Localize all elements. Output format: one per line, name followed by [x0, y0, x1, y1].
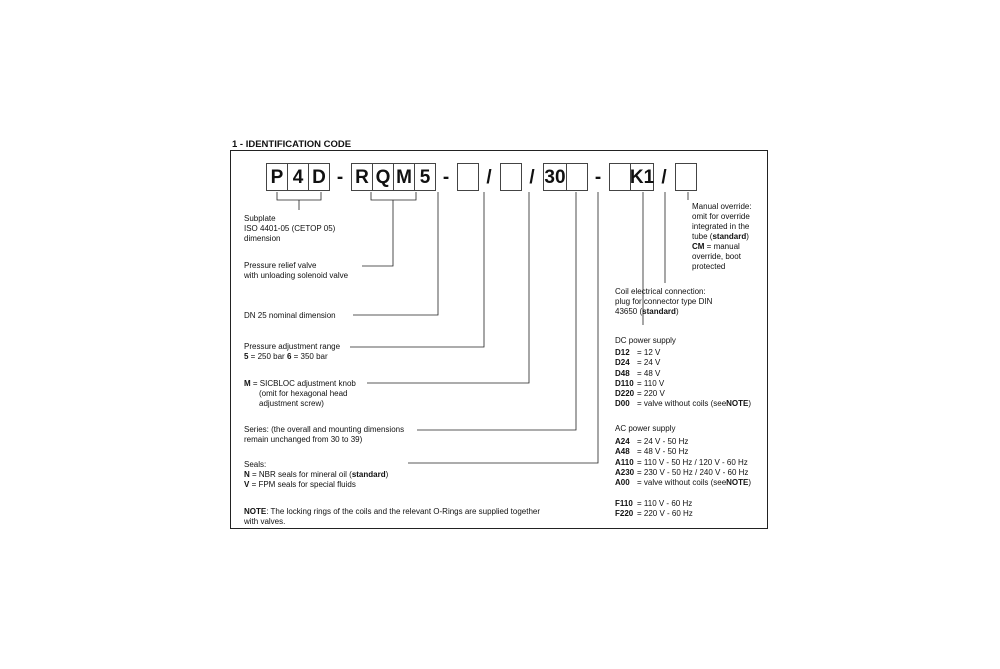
code-box: M [393, 163, 415, 191]
code-box: K1 [630, 163, 654, 191]
leader-pressure [350, 192, 484, 347]
leader-knob [367, 192, 529, 383]
code-separator: / [529, 166, 535, 188]
code-box: Q [372, 163, 394, 191]
knob-note: M = SICBLOC adjustment knob (omit for hexagonal head adjustment screw) [244, 379, 356, 408]
code-box: P [266, 163, 288, 191]
dc-list [615, 348, 751, 410]
seals-note: Seals: N = NBR seals for mineral oil (standard) V = FPM seals for special fluids [244, 460, 389, 489]
coil-note: Coil electrical connection: plug for connector type DIN 43650 (standard) [615, 287, 713, 316]
supply-code: F220 [615, 509, 634, 519]
ac-list-60hz [615, 499, 693, 520]
supply-value: = 48 V - 50 Hz [637, 447, 689, 457]
note-ref: NOTE [726, 399, 749, 409]
code-box: D [308, 163, 330, 191]
dn-note: DN 25 nominal dimension [244, 311, 336, 320]
code-separator: - [336, 166, 344, 188]
supply-value: = 220 V [637, 389, 665, 399]
supply-code: A110 [615, 457, 634, 467]
supply-code: A48 [615, 447, 630, 457]
supply-value: = valve without coils (see [637, 478, 727, 488]
supply-row [615, 379, 751, 389]
supply-row [615, 447, 751, 457]
supply-value: = 230 V - 50 Hz / 240 V - 60 Hz [637, 467, 749, 477]
leader-relief [362, 192, 416, 266]
section-title: 1 - IDENTIFICATION CODE [232, 139, 352, 150]
supply-value: = 220 V - 60 Hz [637, 509, 693, 519]
dc-title: DC power supply [615, 336, 676, 345]
supply-row [615, 437, 751, 447]
supply-value: = 12 V [637, 348, 661, 357]
supply-code: D48 [615, 368, 630, 378]
supply-value: = 110 V - 60 Hz [637, 499, 693, 508]
code-box: 30 [543, 163, 567, 191]
supply-value: = 48 V [637, 368, 661, 378]
supply-row [615, 478, 751, 488]
subplate-note: Subplate ISO 4401-05 (CETOP 05) dimension [244, 214, 336, 243]
ac-list [615, 437, 751, 488]
supply-row [615, 348, 751, 358]
supply-row [615, 468, 751, 478]
supply-value: = 110 V - 50 Hz / 120 V - 60 Hz [637, 457, 748, 467]
supply-code: A00 [615, 478, 630, 488]
supply-row [615, 389, 751, 399]
code-separator: / [661, 166, 667, 188]
code-box: 4 [287, 163, 309, 191]
supply-row [615, 399, 751, 409]
supply-row [615, 369, 751, 379]
supply-row [615, 458, 751, 468]
supply-code: F110 [615, 499, 633, 508]
supply-value: = 24 V [637, 358, 661, 368]
pressure-note: Pressure adjustment range 5 = 250 bar 6 = 350 bar [244, 342, 341, 361]
override-note: Manual override: omit for override integrated in the tube (standard) CM = manual override, boot protected [692, 202, 752, 271]
supply-value: = 110 V [637, 378, 665, 388]
supply-row [615, 509, 693, 519]
supply-value: = valve without coils (see [637, 399, 727, 409]
supply-row [615, 358, 751, 368]
leader-series [417, 192, 576, 430]
supply-code: D12 [615, 348, 630, 357]
general-note: NOTE: The locking rings of the coils and the relevant O-Rings are supplied together with valves. [244, 507, 541, 526]
note-ref: NOTE [726, 478, 749, 488]
code-separator: - [442, 166, 450, 188]
relief-note: Pressure relief valve with unloading solenoid valve [244, 261, 349, 280]
supply-code: D110 [615, 378, 634, 388]
ac-title: AC power supply [615, 424, 676, 433]
leader-subplate [277, 192, 321, 210]
supply-code: A24 [615, 437, 630, 446]
supply-code: D24 [615, 358, 630, 368]
leader-dn [353, 192, 438, 315]
code-separator: / [486, 166, 492, 188]
supply-row [615, 499, 693, 509]
supply-value: = 24 V - 50 Hz [637, 437, 689, 446]
supply-code: A230 [615, 467, 635, 477]
code-box: R [351, 163, 373, 191]
code-box: 5 [414, 163, 436, 191]
code-separator: - [594, 166, 602, 188]
supply-code: D220 [615, 389, 635, 399]
note-ref-close: ) [748, 478, 752, 488]
note-ref-close: ) [748, 399, 752, 409]
leader-seals [408, 192, 598, 463]
series-note: Series: (the overall and mounting dimensions remain unchanged from 30 to 39) [244, 425, 405, 444]
supply-code: D00 [615, 399, 630, 409]
